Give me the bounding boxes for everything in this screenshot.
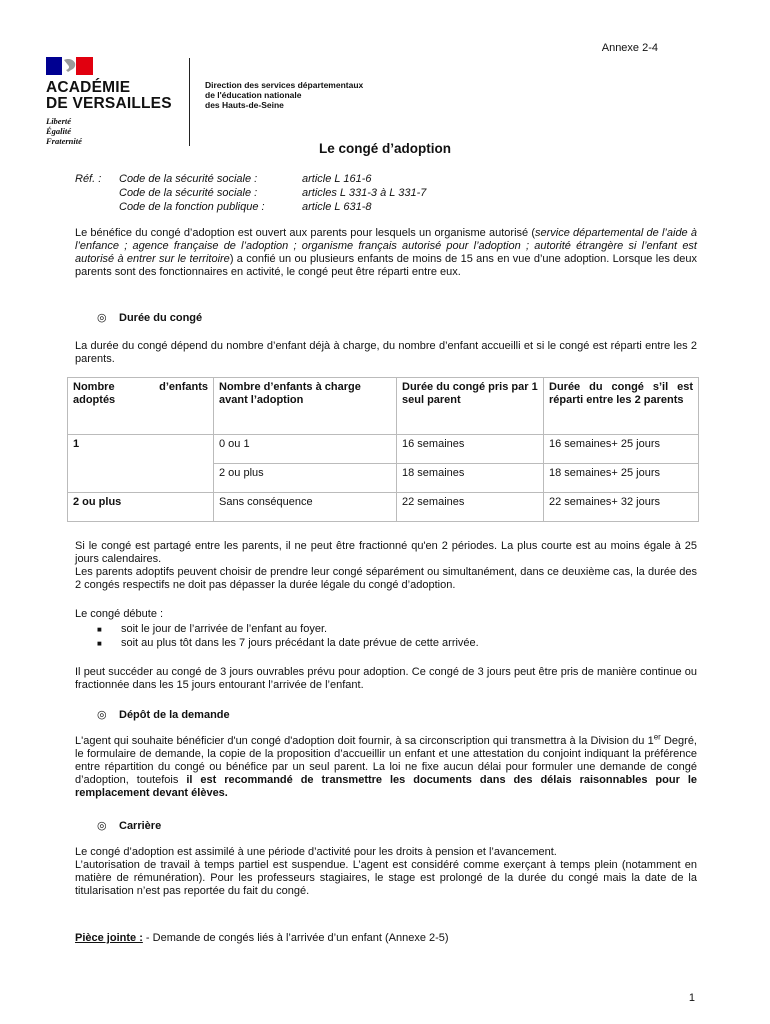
table-cell: 16 semaines: [397, 435, 544, 464]
ref-articles: article L 161-6 articles L 331-3 à L 331-7 article L 631-8: [302, 173, 427, 213]
section-duree-heading: ◎ Durée du congé: [97, 312, 203, 324]
table-cell: 2 ou plus: [214, 464, 397, 493]
academie-logo-line1: ACADÉMIE: [46, 79, 131, 96]
page-title: Le congé d’adoption: [319, 141, 451, 156]
section-bullet-icon: ◎: [97, 312, 107, 324]
academie-logo-line2: DE VERSAILLES: [46, 95, 172, 112]
duree-paragraph: La durée du congé dépend du nombre d’enfant déjà à charge, du nombre d’enfant accueilli et si le congé est réparti entre les 2 parents.: [75, 340, 697, 365]
duration-table: [67, 377, 699, 522]
table-cell: 0 ou 1: [214, 435, 397, 464]
table-header-cell: Nombre d’enfants à charge avant l’adoption: [214, 378, 397, 435]
depot-paragraph: L'agent qui souhaite bénéficier d'un congé d'adoption doit fournir, à sa circonscription qui transmettra à la Division du 1er Degré, le formulaire de demande, la copie de la proposition d’accueillir un enfant et une attestation du conjoint indiquant la préférence entre répartition du congé ou bénéfice par un seul parent. La loi ne fixe aucun délai pour formuler une demande de congé d’adoption, toutefois il est recommandé de transmettre les documents dans des délais raisonnables pour le remplacement devant élèves.: [75, 732, 697, 799]
list-item: ■ soit au plus tôt dans les 7 jours précédant la date prévue de cette arrivée.: [97, 637, 479, 649]
table-row: [68, 493, 699, 522]
ref-label: Réf. :: [75, 173, 102, 185]
table-cell: 1: [68, 435, 214, 464]
table-cell: 18 semaines: [397, 464, 544, 493]
carriere-paragraph: Le congé d’adoption est assimilé à une période d’activité pour les droits à pension et l’avancement. L’autorisation de travail à temps partiel est suspendue. L’agent est considéré comme exerçant à temps plein (notamment en matière de rémunération). Pour les professeurs stagiaires, le stage est prolongé de la durée du congé mais la date de la titularisation n’est pas reportée du fait du congé.: [75, 846, 697, 897]
header-divider: [189, 58, 190, 146]
square-bullet-icon: ■: [97, 639, 102, 648]
table-cell: 22 semaines: [397, 493, 544, 522]
table-cell: 16 semaines+ 25 jours: [544, 435, 699, 464]
table-cell: [68, 464, 214, 493]
table-cell: 18 semaines+ 25 jours: [544, 464, 699, 493]
table-header-cell: Nombre d’enfants adoptés: [68, 378, 214, 435]
marianne-logo-icon: [46, 57, 93, 75]
table-row: [68, 464, 699, 493]
section-bullet-icon: ◎: [97, 820, 107, 832]
debut-intro: Le congé débute :: [75, 608, 164, 620]
table-cell: 22 semaines+ 32 jours: [544, 493, 699, 522]
section-depot-heading: ◎ Dépôt de la demande: [97, 709, 230, 721]
table-cell: Sans conséquence: [214, 493, 397, 522]
list-item: ■ soit le jour de l’arrivée de l’enfant au foyer.: [97, 623, 328, 635]
table-row: [68, 435, 699, 464]
annex-number: Annexe 2-4: [601, 42, 658, 54]
table-header-cell: Durée du congé pris par 1 seul parent: [397, 378, 544, 435]
table-header-row: [68, 378, 699, 435]
table-cell: 2 ou plus: [68, 493, 214, 522]
intro-paragraph: Le bénéfice du congé d’adoption est ouvert aux parents pour lesquels un organisme autorisé (service départemental de l’aide à l’enfance ; agence française de l’adoption ; organisme français autorisé pour l’adoption ; autorité étrangère si l’enfant est autorisé à entrer sur le territoire) a confié un ou plusieurs enfants de moins de 15 ans en vue d’une adoption. Lorsque les deux parents sont des fonctionnaires en activité, le congé peut être réparti entre eux.: [75, 227, 697, 278]
trois-jours-paragraph: Il peut succéder au congé de 3 jours ouvrables prévu pour adoption. Ce congé de 3 jours peut être pris de manière continue ou fractionnée dans les 15 jours entourant l’arrivée de l’enfant.: [75, 666, 697, 691]
square-bullet-icon: ■: [97, 625, 102, 634]
section-bullet-icon: ◎: [97, 709, 107, 721]
direction-header: Direction des services départementaux de l'éducation nationale des Hauts-de-Seine: [205, 80, 364, 110]
piece-jointe: Pièce jointe : - Demande de congés liés à l’arrivée d’un enfant (Annexe 2-5): [75, 932, 449, 944]
section-carriere-heading: ◎ Carrière: [97, 820, 162, 832]
ref-codes: Code de la sécurité sociale : Code de la sécurité sociale : Code de la fonction publique :: [119, 173, 265, 213]
table-header-cell: Durée du congé s’il est réparti entre les 2 parents: [544, 378, 699, 435]
republic-motto: Liberté Égalité Fraternité: [46, 116, 82, 146]
partage-paragraph: Si le congé est partagé entre les parents, il ne peut être fractionné qu'en 2 périodes. La plus courte est au moins égale à 25 jours calendaires. Les parents adoptifs peuvent choisir de prendre leur congé séparément ou simultanément, dans ce deuxième cas, la durée des 2 congés respectifs ne doit pas dépasser la durée légale du congé d’adoption.: [75, 540, 697, 591]
page-number: 1: [688, 992, 695, 1004]
